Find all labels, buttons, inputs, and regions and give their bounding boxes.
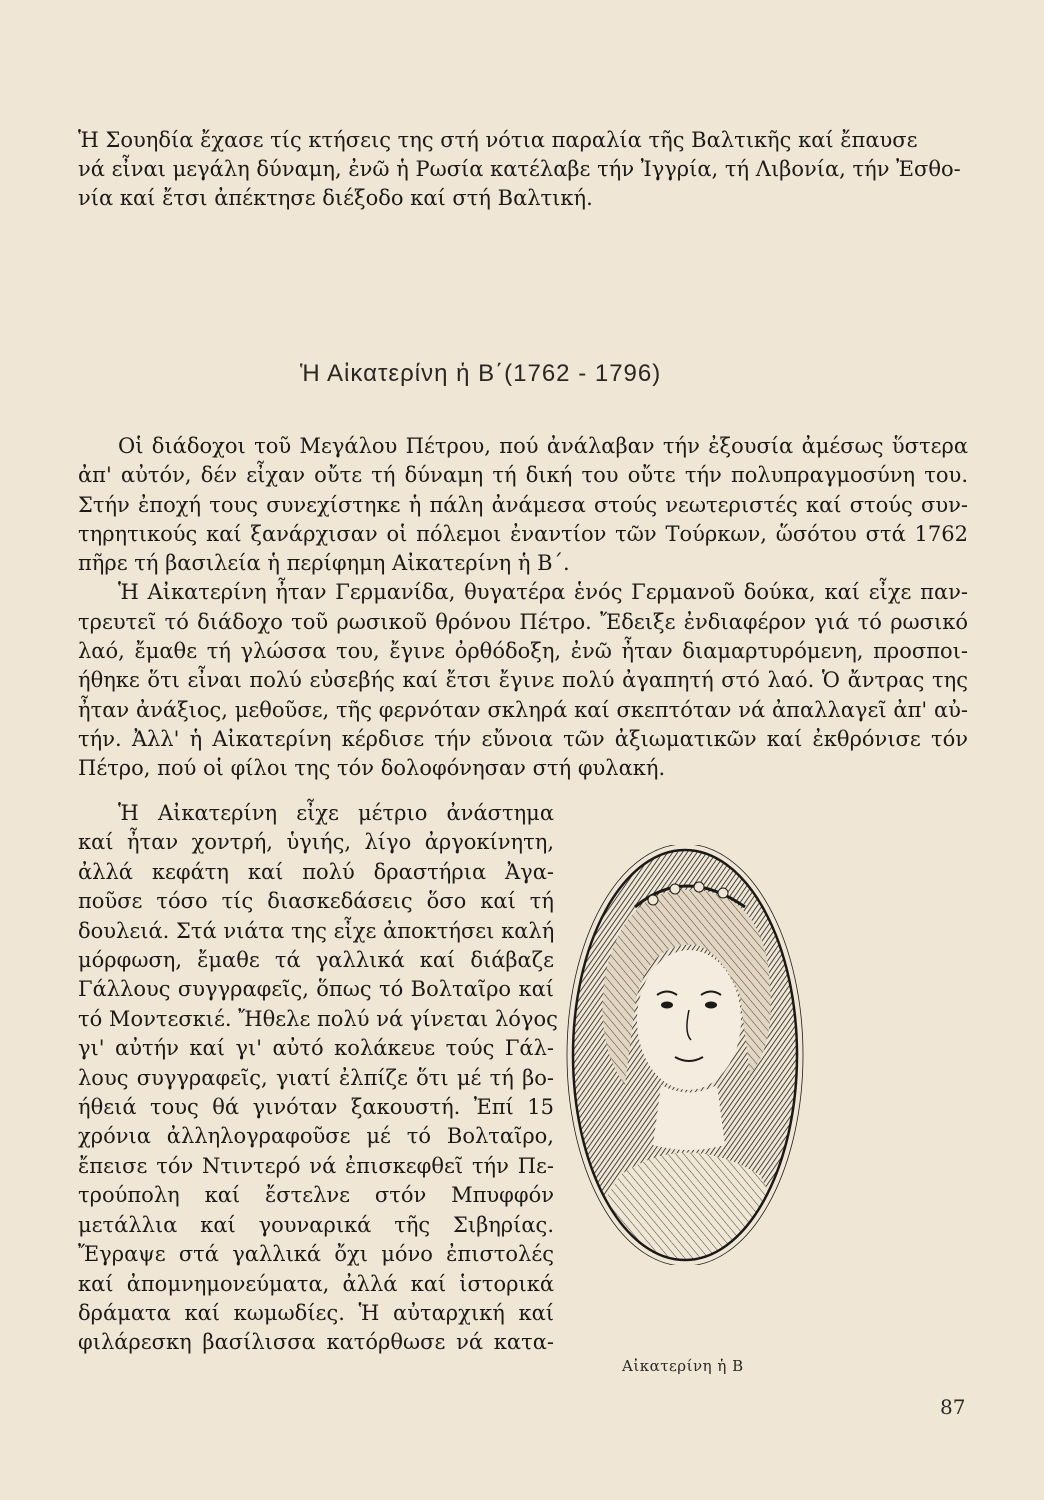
text-line: τρευτεῖ τό διάδοχο τοῦ ρωσικοῦ θρόνου Πέτρο. Ἔδειξε ἐνδιαφέρον γιά τό ρωσικό (78, 609, 968, 634)
text-line: Γάλλους συγγραφεῖς, ὅπως τό Βολταῖρο καί (78, 977, 554, 1002)
text-line: λους συγγραφεῖς, γιατί ἐλπίζε ὅτι μέ τή βο- (78, 1065, 554, 1090)
text-line: μετάλλια καί γουναρικά τῆς Σιβηρίας. (78, 1212, 554, 1237)
text-line: ἀπ' αὐτόν, δέν εἶχαν οὔτε τή δύναμη τή δική του οὔτε τήν πολυπραγμοσύνη του. (78, 463, 968, 488)
text-line: ἀλλά κεφάτη καί πολύ δραστήρια Ἀγα- (78, 859, 554, 884)
text-line: λαό, ἔμαθε τή γλώσσα του, ἔγινε ὀρθόδοξη, ἐνῶ ἦταν διαμαρτυρόμενη, προσποι- (78, 639, 968, 664)
text-line: Στήν ἐποχή τους συνεχίστηκε ἡ πάλη ἀνάμεσα στούς νεωτεριστές καί στούς συν- (78, 492, 968, 517)
text-line: νά εἶναι μεγάλη δύναμη, ἐνῶ ἡ Ρωσία κατέλαβε τήν Ἰγγρία, τή Λιβονία, τήν Ἐσθο- (78, 157, 961, 181)
text-line: ἦταν ἀνάξιος, μεθοῦσε, τῆς φερνόταν σκληρά καί σκεπτόταν νά ἀπαλλαγεῖ ἀπ' αὐ- (78, 697, 968, 722)
text-line: πῆρε τή βασιλεία ἡ περίφημη Αἰκατερίνη ἡ Β΄. (78, 551, 570, 576)
paragraph-catherine-character (78, 799, 558, 1358)
text-line: ήθηκε ὅτι εἶναι πολύ εὐσεβής καί ἔτσι ἔγινε πολύ ἀγαπητή στό λαό. Ὁ ἄντρας της (78, 668, 968, 693)
text-line: τρούπολη καί ἔστελνε στόν Μπυφφόν (78, 1183, 554, 1208)
text-line: ποῦσε τόσο τίς διασκεδάσεις ὅσο καί τή (78, 889, 554, 914)
text-line: δράματα καί κωμωδίες. Ἡ αὐταρχική καί (78, 1300, 554, 1325)
text-line: νία καί ἔτσι ἀπέκτησε διέξοδο καί στή Βαλτική. (78, 186, 593, 210)
portrait-engraving (565, 845, 805, 1265)
page-number: 87 (940, 1395, 966, 1419)
text-line: Ἡ Αἰκατερίνη εἶχε μέτριο ἀνάστημα (118, 801, 554, 825)
intro-paragraph (78, 126, 968, 213)
text-line: Ἡ Αἰκατερίνη ἦταν Γερμανίδα, θυγατέρα ἑνός Γερμανοῦ δούκα, καί εἶχε παν- (118, 580, 968, 605)
text-line: Οἱ διάδοχοι τοῦ Μεγάλου Πέτρου, πού ἀνάλαβαν τήν ἐξουσία ἀμέσως ὕστερα (118, 434, 968, 458)
text-line: φιλάρεσκη βασίλισσα κατόρθωσε νά κατα- (78, 1330, 554, 1355)
text-line: καί ἦταν χοντρή, ὑγιής, λίγο ἀργοκίνητη, (78, 830, 554, 855)
text-line: μόρφωση, ἔμαθε τά γαλλικά καί διάβαζε (78, 948, 554, 973)
text-line: καί ἀπομνημονεύματα, ἀλλά καί ἱστορικά (78, 1271, 554, 1296)
paragraph-successors (78, 432, 968, 578)
text-line: δουλειά. Στά νιάτα της εἶχε ἀποκτήσει καλή (78, 918, 555, 943)
text-line: τό Μοντεσκιέ. Ἤθελε πολύ νά γίνεται λόγος (78, 1006, 558, 1031)
paragraph-catherine-origin (78, 578, 968, 783)
text-line: Πέτρο, πού οἱ φίλοι της τόν δολοφόνησαν στή φυλακή. (78, 756, 666, 781)
section-heading: Ἡ Αἰκατερίνη ἡ Β΄(1762 - 1796) (300, 360, 662, 387)
text-line: Ἡ Σουηδία ἔχασε τίς κτήσεις της στή νότια παραλία τῆς Βαλτικῆς καί ἔπαυσε (78, 128, 918, 152)
text-line: χρόνια ἀλληλογραφοῦσε μέ τό Βολταῖρο, (78, 1124, 554, 1149)
figure-caption: Αἰκατερίνη ἡ Β (622, 1357, 744, 1375)
text-line: ἔπεισε τόν Ντιντερό νά ἐπισκεφθεῖ τήν Πε- (78, 1153, 554, 1178)
text-line: Ἔγραψε στά γαλλικά ὄχι μόνο ἐπιστολές (78, 1242, 554, 1267)
text-line: τήν. Ἀλλ' ἡ Αἰκατερίνη κέρδισε τήν εὔνοια τῶν ἀξιωματικῶν καί ἐκθρόνισε τόν (78, 726, 968, 751)
text-line: γι' αὐτήν καί γι' αὐτό κολάκευε τούς Γάλ- (78, 1036, 554, 1061)
text-line: τηρητικούς καί ξανάρχισαν οἱ πόλεμοι ἐναντίον τῶν Τούρκων, ὥσότου στά 1762 (78, 521, 968, 546)
body-text (78, 432, 968, 784)
text-line: ήθειά τους θά γινόταν ξακουστή. Ἐπί 15 (78, 1095, 554, 1120)
